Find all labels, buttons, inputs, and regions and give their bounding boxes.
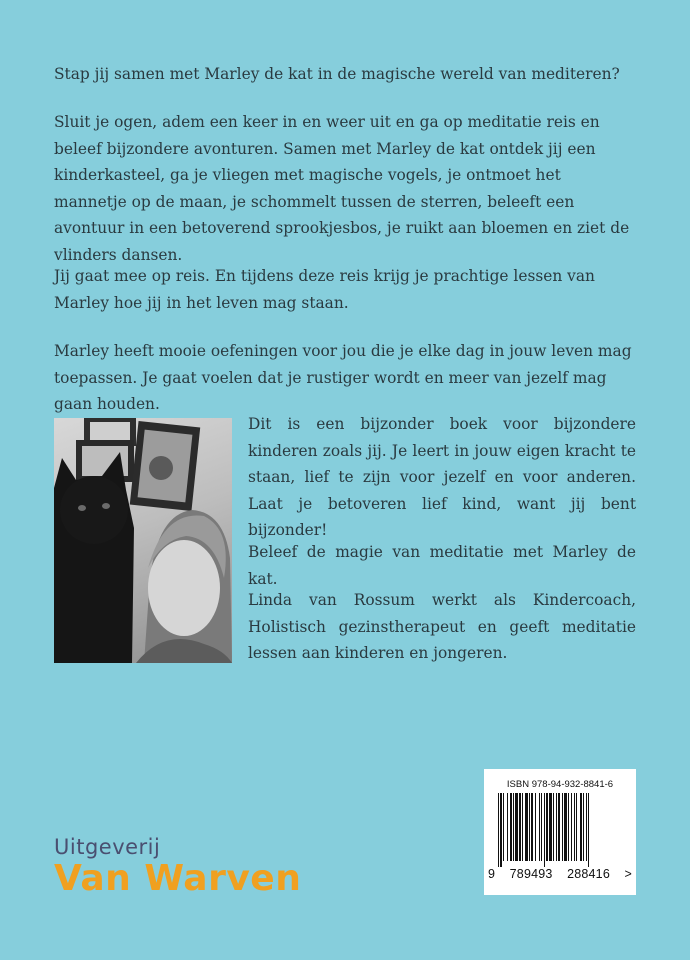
tagline-paragraph	[248, 539, 636, 592]
barcode-stripe	[515, 793, 518, 861]
paragraph-text: Stap jij samen met Marley de kat in de magische wereld van mediteren?	[54, 65, 620, 83]
barcode-digit-group-2: 288416	[567, 867, 610, 881]
publisher-prefix: Uitgeverij	[54, 835, 161, 859]
barcode-stripe	[513, 793, 514, 861]
paragraph-text: Marley heeft mooie oefeningen voor jou die je elke dag in jouw leven mag toepassen. Je gaat voelen dat je rustiger wordt en meer van jezelf mag gaan houden.	[54, 342, 632, 413]
barcode-digits	[488, 867, 632, 881]
barcode-stripe	[535, 793, 536, 861]
isbn-label: ISBN 978-94-932-8841-6	[506, 779, 614, 790]
exercises-paragraph	[54, 338, 636, 418]
barcode-stripe	[576, 793, 577, 861]
barcode-stripe	[546, 793, 548, 861]
barcode-stripe	[553, 793, 554, 861]
barcode-stripe	[580, 793, 582, 861]
barcode-bars	[492, 793, 628, 867]
intro-paragraph	[54, 61, 636, 88]
barcode-digit-first: 9	[488, 867, 496, 881]
paragraph-text: Jij gaat mee op reis. En tijdens deze reis krijg je prachtige lessen van Marley hoe jij in het leven mag staan.	[54, 267, 595, 312]
author-photo	[54, 418, 232, 663]
barcode-stripe	[507, 793, 508, 861]
paragraph-text: Sluit je ogen, adem een keer in en weer uit en ga op meditatie reis en beleef bijzondere avonturen. Samen met Marley de kat ontdek jij een kinderkasteel, ga je vliegen met magische vogels, je ontmoet het mannetje op de maan, je schommelt tussen de sterren, beleeft een avontuur in een betoverend sprookjesbos, je ruikt aan bloemen en ziet de vlinders dansen.	[54, 113, 630, 264]
author-bio-paragraph	[248, 587, 636, 667]
barcode-stripe	[544, 793, 545, 867]
paragraph-text: Dit is een bijzonder boek voor bijzondere kinderen zoals jij. Je leert in jouw eigen kracht te staan, lief te zijn voor jezelf en voor anderen. Laat je betoveren lief kind, want jij bent bijzonder!	[248, 415, 636, 539]
barcode-stripe	[503, 793, 504, 861]
barcode-stripe	[586, 793, 587, 861]
barcode-stripe	[564, 793, 567, 861]
barcode-stripe	[498, 793, 499, 867]
barcode-stripe	[519, 793, 521, 861]
barcode-stripe	[549, 793, 552, 861]
barcode-stripe	[568, 793, 569, 861]
barcode-stripe	[571, 793, 572, 861]
barcode-stripe	[525, 793, 528, 861]
barcode-stripe	[522, 793, 523, 861]
paragraph-text: Beleef de magie van meditatie met Marley de kat.	[248, 543, 636, 588]
publisher-logo	[54, 835, 301, 899]
barcode-stripe	[529, 793, 530, 861]
publisher-name: Van Warven	[54, 858, 302, 899]
isbn-barcode	[484, 769, 636, 895]
barcode-stripe	[558, 793, 560, 861]
barcode-digit-group-1: 789493	[509, 867, 553, 881]
description-paragraph	[54, 109, 636, 268]
barcode-stripe	[539, 793, 540, 861]
barcode-stripe	[500, 793, 502, 867]
paragraph-text: Linda van Rossum werkt als Kindercoach, Holistisch gezinstherapeut en geeft meditatie lessen aan kinderen en jongeren.	[248, 591, 636, 662]
barcode-arrow: >	[624, 867, 632, 881]
barcode-stripe	[531, 793, 533, 861]
barcode-stripe	[556, 793, 557, 861]
barcode-stripe	[562, 793, 563, 861]
barcode-stripe	[510, 793, 512, 861]
special-book-paragraph	[248, 411, 636, 544]
journey-paragraph	[54, 263, 636, 316]
barcode-stripe	[588, 793, 589, 867]
barcode-stripe	[574, 793, 575, 861]
barcode-stripe	[583, 793, 584, 861]
barcode-stripe	[541, 793, 542, 861]
